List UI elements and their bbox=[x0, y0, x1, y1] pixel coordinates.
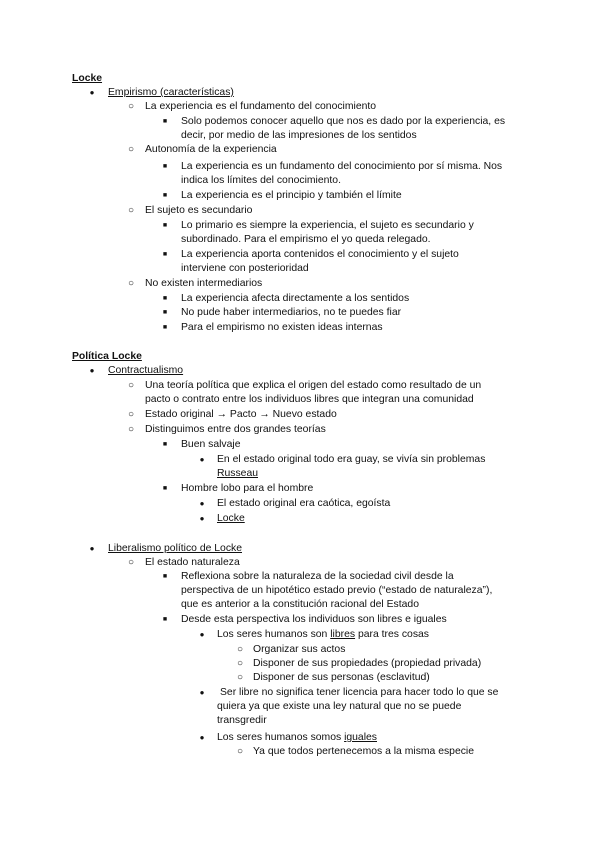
list-item-continuation: interviene con posterioridad bbox=[181, 263, 309, 274]
list-item: La experiencia es el fundamento del conocimiento bbox=[145, 101, 377, 112]
list-item-continuation: subordinado. Para el empirismo el yo queda relegado. bbox=[181, 234, 431, 245]
list-item-libres bbox=[217, 628, 429, 642]
list-item: Desde esta perspectiva los individuos son libres e iguales bbox=[181, 614, 447, 625]
bullet-disc-icon: ● bbox=[89, 88, 95, 97]
list-item-continuation: perspectiva de un hipotético estado previo (“estado de naturaleza”), bbox=[181, 585, 493, 596]
bullet-disc-icon: ● bbox=[199, 688, 205, 697]
list-item: No pude haber intermediarios, no te puedes fiar bbox=[181, 307, 402, 318]
libres-suffix: para tres cosas bbox=[355, 629, 429, 640]
bullet-circle-icon: ○ bbox=[127, 557, 135, 568]
bullet-square-icon: ■ bbox=[162, 222, 168, 229]
bullet-circle-icon: ○ bbox=[127, 409, 135, 420]
bullet-disc-icon: ● bbox=[199, 455, 205, 464]
list-item-continuation: pacto o contrato entre los individuos libres que integran una comunidad bbox=[145, 394, 474, 405]
list-item-empirismo: Empirismo (características) bbox=[108, 87, 234, 98]
list-item-continuation: quiera ya que existe una ley natural que no se puede bbox=[217, 701, 462, 712]
bullet-square-icon: ■ bbox=[162, 251, 168, 258]
bullet-circle-icon: ○ bbox=[236, 746, 244, 757]
list-item: Buen salvaje bbox=[181, 439, 241, 450]
list-item: Distinguimos entre dos grandes teorías bbox=[145, 424, 326, 435]
list-item: Lo primario es siempre la experiencia, el sujeto es secundario y bbox=[181, 220, 474, 231]
libres-link[interactable]: libres bbox=[330, 629, 356, 640]
iguales-prefix: Los seres humanos somos bbox=[217, 732, 345, 743]
list-item: Disponer de sus personas (esclavitud) bbox=[253, 672, 430, 683]
rousseau-link[interactable]: Russeau bbox=[217, 468, 259, 479]
list-item: La experiencia es el principio y también el límite bbox=[181, 190, 402, 201]
list-item-continuation: transgredir bbox=[217, 715, 267, 726]
list-item: La experiencia aporta contenidos el conocimiento y el sujeto bbox=[181, 249, 459, 260]
list-item: Autonomía de la experiencia bbox=[145, 144, 277, 155]
list-item: Hombre lobo para el hombre bbox=[181, 483, 314, 494]
list-item-continuation: que es anterior a la constitución racional del Estado bbox=[181, 599, 419, 610]
section-title-locke: Locke bbox=[72, 73, 103, 84]
list-item: El sujeto es secundario bbox=[145, 205, 253, 216]
list-item: El estado naturaleza bbox=[145, 557, 240, 568]
bullet-circle-icon: ○ bbox=[127, 380, 135, 391]
bullet-circle-icon: ○ bbox=[127, 144, 135, 155]
bullet-circle-icon: ○ bbox=[127, 278, 135, 289]
list-item: La experiencia es un fundamento del conocimiento por sí misma. Nos bbox=[181, 161, 503, 172]
bullet-square-icon: ■ bbox=[162, 573, 168, 580]
list-item: Para el empirismo no existen ideas internas bbox=[181, 322, 383, 333]
list-item: El estado original era caótica, egoísta bbox=[217, 498, 391, 509]
bullet-disc-icon: ● bbox=[199, 733, 205, 742]
bullet-square-icon: ■ bbox=[162, 485, 168, 492]
list-item-iguales bbox=[217, 731, 377, 745]
bullet-square-icon: ■ bbox=[162, 163, 168, 170]
list-item: Organizar sus actos bbox=[253, 644, 346, 655]
list-item: Ser libre no significa tener licencia para hacer todo lo que se bbox=[220, 687, 499, 698]
bullet-circle-icon: ○ bbox=[127, 205, 135, 216]
list-item: Reflexiona sobre la naturaleza de la sociedad civil desde la bbox=[181, 571, 454, 582]
list-item: La experiencia afecta directamente a los sentidos bbox=[181, 293, 410, 304]
list-item: Una teoría política que explica el origen del estado como resultado de un bbox=[145, 380, 482, 391]
bullet-square-icon: ■ bbox=[162, 616, 168, 623]
list-item: No existen intermediarios bbox=[145, 278, 263, 289]
list-item: Disponer de sus propiedades (propiedad privada) bbox=[253, 658, 482, 669]
list-item: Estado original → Pacto → Nuevo estado bbox=[145, 409, 337, 420]
bullet-circle-icon: ○ bbox=[236, 658, 244, 669]
bullet-square-icon: ■ bbox=[162, 295, 168, 302]
iguales-link[interactable]: iguales bbox=[344, 732, 377, 743]
locke-link[interactable]: Locke bbox=[217, 513, 245, 524]
bullet-circle-icon: ○ bbox=[236, 672, 244, 683]
list-item: En el estado original todo era guay, se vivía sin problemas bbox=[217, 454, 486, 465]
list-item-continuation: indica los límites del conocimiento. bbox=[181, 175, 341, 186]
bullet-square-icon: ■ bbox=[162, 192, 168, 199]
bullet-square-icon: ■ bbox=[162, 118, 168, 125]
bullet-circle-icon: ○ bbox=[127, 424, 135, 435]
bullet-circle-icon: ○ bbox=[127, 101, 135, 112]
list-item: Ya que todos pertenecemos a la misma especie bbox=[253, 746, 475, 757]
bullet-square-icon: ■ bbox=[162, 324, 168, 331]
list-item-continuation: decir, por medio de las impresiones de los sentidos bbox=[181, 130, 417, 141]
bullet-square-icon: ■ bbox=[162, 309, 168, 316]
bullet-disc-icon: ● bbox=[89, 366, 95, 375]
bullet-disc-icon: ● bbox=[89, 544, 95, 553]
bullet-disc-icon: ● bbox=[199, 499, 205, 508]
bullet-disc-icon: ● bbox=[199, 630, 205, 639]
list-item-contractualismo: Contractualismo bbox=[108, 365, 184, 376]
bullet-disc-icon: ● bbox=[199, 514, 205, 523]
section-title-politica: Política Locke bbox=[72, 351, 142, 362]
list-item: Solo podemos conocer aquello que nos es dado por la experiencia, es bbox=[181, 116, 506, 127]
bullet-circle-icon: ○ bbox=[236, 644, 244, 655]
bullet-square-icon: ■ bbox=[162, 441, 168, 448]
libres-prefix: Los seres humanos son bbox=[217, 629, 331, 640]
list-item-liberalismo: Liberalismo político de Locke bbox=[108, 543, 242, 554]
